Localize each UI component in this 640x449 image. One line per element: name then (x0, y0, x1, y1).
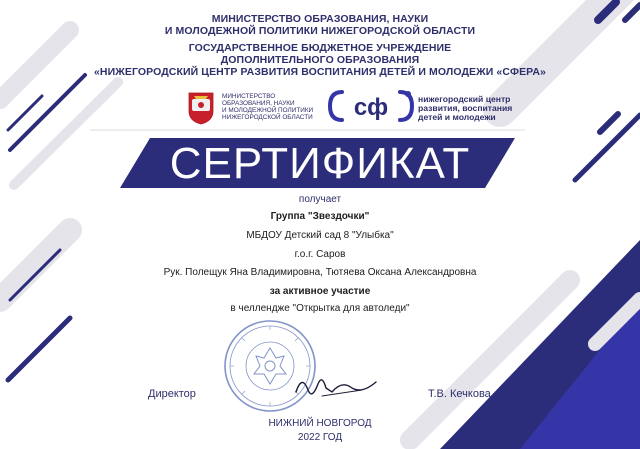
director-signature (292, 370, 382, 402)
institution-line-1: ГОСУДАРСТВЕННОЕ БЮДЖЕТНОЕ УЧРЕЖДЕНИЕ (188, 42, 452, 54)
ministry-logo-line-1: МИНИСТЕРСТВО (222, 93, 276, 100)
certificate-title: СЕРТИФИКАТ (169, 139, 471, 188)
signature-name: Т.В. Кечкова (428, 388, 491, 400)
receives-label: получает (298, 194, 342, 205)
reason: за активное участие (269, 286, 371, 297)
ministry-logo-line-2: ОБРАЗОВАНИЯ, НАУКИ (222, 100, 295, 107)
sfera-line-2: развития, воспитания (418, 103, 513, 113)
footer-year: 2022 ГОД (297, 432, 343, 443)
recipient-name: Группа "Звездочки" (270, 211, 370, 222)
institution-line-2: ДОПОЛНИТЕЛЬНОГО ОБРАЗОВАНИЯ (220, 54, 420, 66)
institution-line-3: «НИЖЕГОРОДСКИЙ ЦЕНТР РАЗВИТИЯ ВОСПИТАНИЯ ДЕТЕЙ И МОЛОДЕЖИ «СФЕРА» (93, 66, 546, 78)
signature-role: Директор (148, 388, 196, 400)
ministry-line-2: И МОЛОДЕЖНОЙ ПОЛИТИКИ НИЖЕГОРОДСКОЙ ОБЛАСТИ (164, 25, 476, 37)
leaders: Рук. Полещук Яна Владимировна, Тютяева Оксана Александровна (163, 267, 477, 278)
sfera-line-1: нижегородский центр (418, 94, 511, 104)
event: в челлендже "Открытка для автоледи" (230, 303, 410, 314)
ministry-line-1: МИНИСТЕРСТВО ОБРАЗОВАНИЯ, НАУКИ (211, 13, 429, 25)
organization: МБДОУ Детский сад 8 "Улыбка" (246, 230, 394, 241)
sfera-mark: сф (353, 94, 389, 121)
footer-city: НИЖНИЙ НОВГОРОД (268, 418, 372, 429)
city: г.о.г. Саров (294, 249, 346, 260)
ministry-logo-line-3: И МОЛОДЕЖНОЙ ПОЛИТИКИ (222, 107, 314, 114)
coat-of-arms-icon (186, 91, 216, 125)
ministry-logo-line-4: НИЖЕГОРОДСКОЙ ОБЛАСТИ (222, 114, 313, 121)
sfera-line-3: детей и молодежи (418, 112, 496, 122)
sfera-logo-icon (328, 88, 414, 124)
